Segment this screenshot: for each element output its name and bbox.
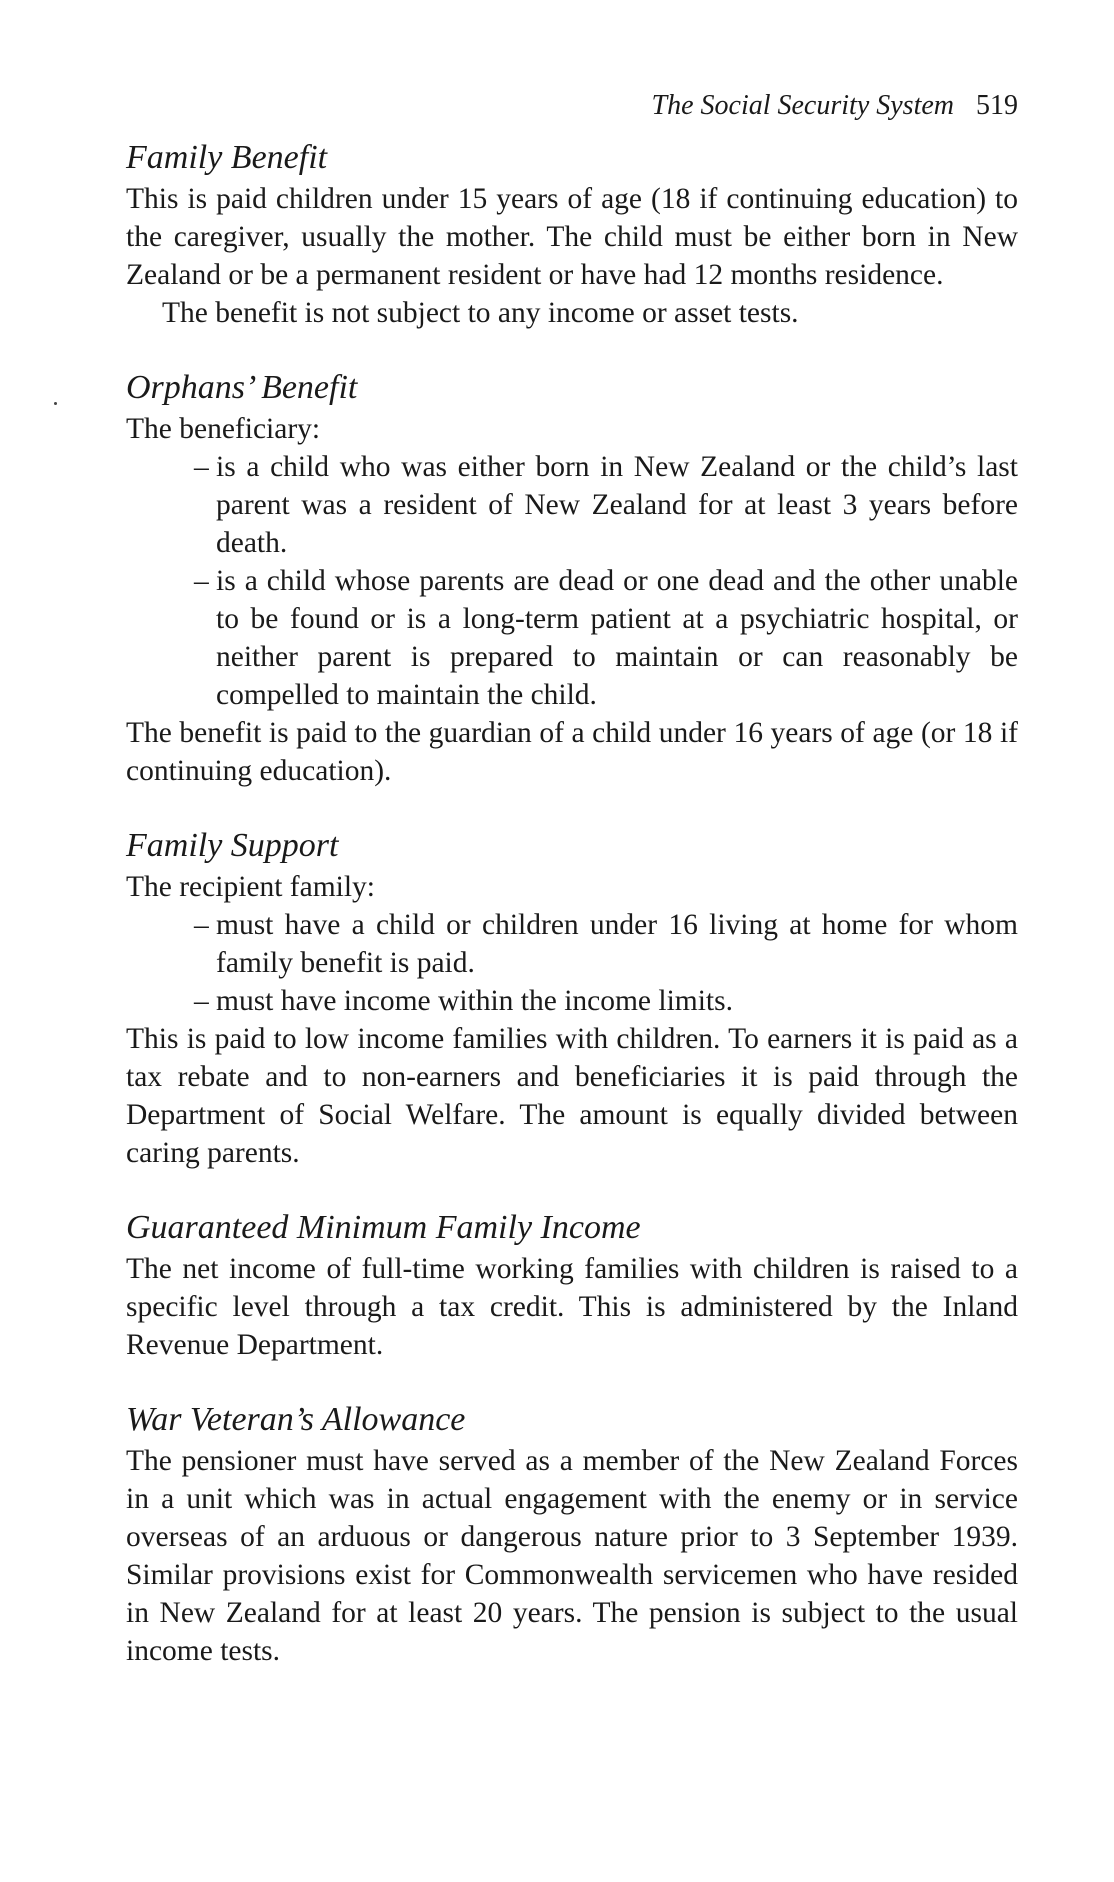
section-title: War Veteran’s Allowance xyxy=(126,1401,466,1438)
running-head-title: The Social Security System xyxy=(651,90,954,121)
list-item: – is a child who was either born in New Zealand or the child’s last parent was a resident of New Zealand for at least 3 years before death. xyxy=(194,448,1018,562)
list-intro: The recipient family: xyxy=(126,871,376,903)
paragraph: This is paid children under 15 years of age (18 if continuing education) to the caregiver, usually the mother. The child must be either born in New Zealand or be a permanent resident or have had 12 months residence. xyxy=(126,183,1018,291)
paragraph: The pensioner must have served as a member of the New Zealand Forces in a unit which was in actual engagement with the enemy or in service overseas of an arduous or dangerous nature prior to 3 September 1939. Similar provisions exist for Commonwealth servicemen who have resided in New Zealand for at least 20 years. The pension is subject to the usual income tests. xyxy=(126,1445,1018,1667)
section-title: Orphans’ Benefit xyxy=(126,369,358,406)
section-title: Family Support xyxy=(126,827,339,864)
paragraph: The net income of full-time working families with children is raised to a specific level through a tax credit. This is administered by the Inland Revenue Department. xyxy=(126,1253,1018,1361)
section-family-benefit xyxy=(126,136,1018,332)
paragraph: The benefit is not subject to any income or asset tests. xyxy=(162,297,799,329)
book-page xyxy=(126,88,1018,1704)
list-intro: The beneficiary: xyxy=(126,413,321,445)
list-item: – must have income within the income limits. xyxy=(194,982,1018,1020)
paragraph: The benefit is paid to the guardian of a child under 16 years of age (or 18 if continuing education). xyxy=(126,717,1018,787)
section-title: Family Benefit xyxy=(126,139,328,176)
section-guaranteed-minimum-family-income xyxy=(126,1206,1018,1364)
running-head xyxy=(126,88,1018,124)
section-war-veterans-allowance xyxy=(126,1398,1018,1670)
list-item: – must have a child or children under 16 living at home for whom family benefit is paid. xyxy=(194,906,1018,982)
criteria-list xyxy=(126,448,1018,714)
section-family-support xyxy=(126,824,1018,1172)
margin-mark xyxy=(54,402,57,405)
section-title: Guaranteed Minimum Family Income xyxy=(126,1209,641,1246)
list-item: – is a child whose parents are dead or one dead and the other unable to be found or is a long-term patient at a psychiatric hospital, or neither parent is prepared to maintain or can reasonably be compelled to maintain the child. xyxy=(194,562,1018,714)
section-orphans-benefit xyxy=(126,366,1018,790)
paragraph: This is paid to low income families with children. To earners it is paid as a tax rebate and to non-earners and beneficiaries it is paid through the Department of Social Welfare. The amount is equally divided between caring parents. xyxy=(126,1023,1018,1169)
page-number: 519 xyxy=(976,90,1018,121)
criteria-list xyxy=(126,906,1018,1020)
